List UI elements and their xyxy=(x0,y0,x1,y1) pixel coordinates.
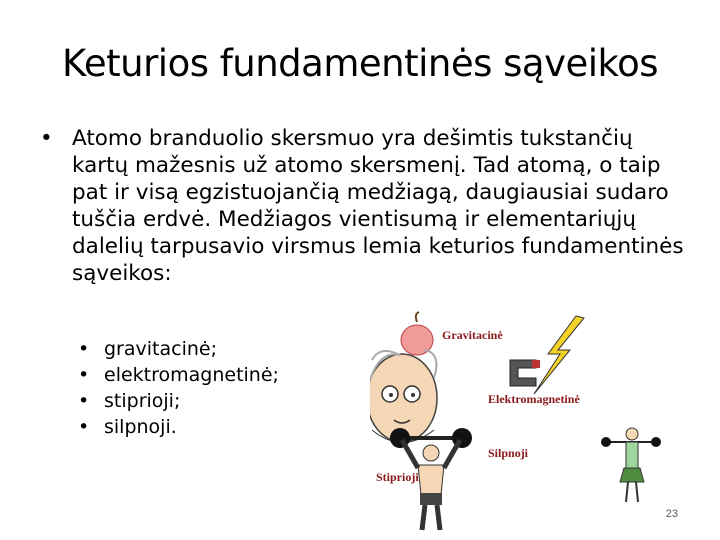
list-item: • silpnoji. xyxy=(78,416,177,438)
label-elektromagnetine: Elektromagnetinė xyxy=(488,392,580,406)
main-bullet xyxy=(40,125,690,287)
main-bullet-text: Atomo branduolio skersmuo yra dešimtis tukstančių kartų mažesnis už atomo skersmenį. Tad atomą, o taip pat ir visą egzistuojančią medžiagą, daugiausiai sudaro tuščia erdvė. Medžiagos vientisumą ir elementariųjų dalelių tarpusavio virsmus lemia keturios fundamentinės sąveikos: xyxy=(72,126,684,286)
list-item: • elektromagnetinė; xyxy=(78,364,279,386)
apple-on-head-icon xyxy=(370,312,437,443)
forces-illustration xyxy=(370,310,670,535)
sub-bullet-list xyxy=(78,336,279,440)
page-number: 23 xyxy=(665,508,678,520)
list-item: • stiprioji; xyxy=(78,390,181,412)
slide-title: Keturios fundamentinės sąveikos xyxy=(61,42,659,85)
label-silpnoji: Silpnoji xyxy=(488,446,529,460)
weak-person-icon xyxy=(601,428,661,502)
list-item: • gravitacinė; xyxy=(78,338,217,360)
label-gravitacine: Gravitacinė xyxy=(442,328,503,342)
sub-bullet-silpnoji: silpnoji. xyxy=(104,416,177,438)
sub-bullet-elektromagnetine: elektromagnetinė; xyxy=(104,364,279,386)
forces-illustration-art xyxy=(370,310,670,535)
lightning-magnet-icon xyxy=(510,316,584,394)
bullet-symbol: • xyxy=(40,126,53,151)
sub-bullet-gravitacine: gravitacinė; xyxy=(104,338,217,360)
sub-bullet-stiprioji: stiprioji; xyxy=(104,390,181,412)
label-stiprioji: Stiprioji xyxy=(376,470,419,484)
